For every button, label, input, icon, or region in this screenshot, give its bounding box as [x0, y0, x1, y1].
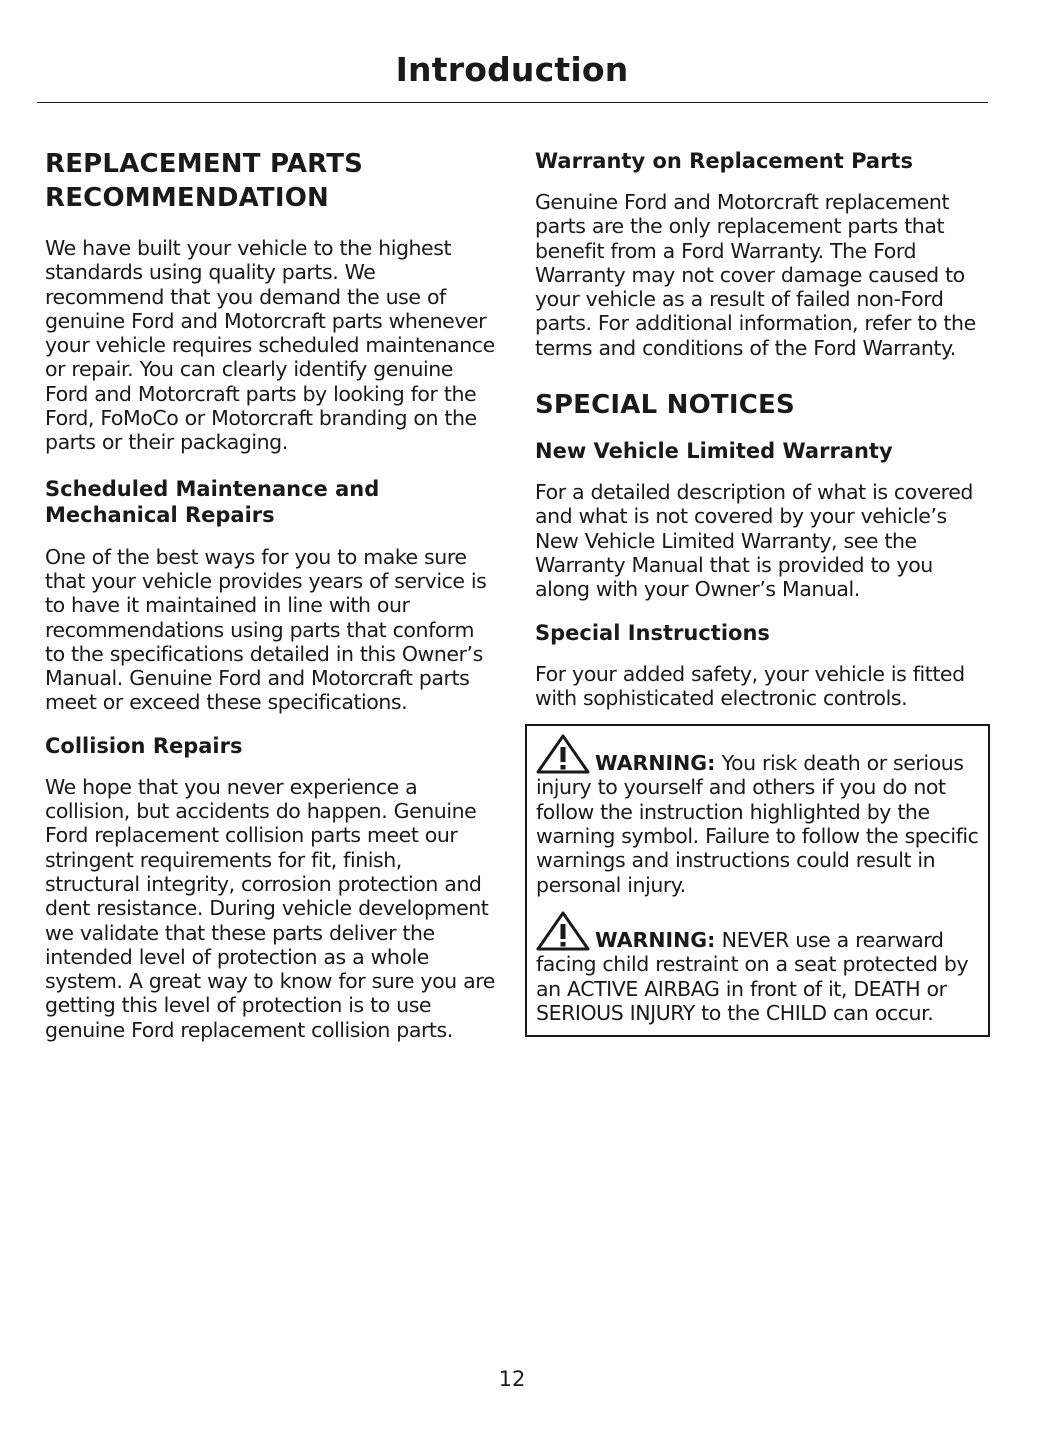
new-vehicle-warranty-body: For a detailed description of what is covered and what is not covered by your vehicle’s New Vehicle Limited Warranty, see the Warranty Manual that is provided to you along with your Owner’s Manual. — [535, 480, 973, 602]
page-number: 12 — [498, 1367, 526, 1391]
replacement-parts-heading-line2: RECOMMENDATION — [45, 183, 329, 213]
warning-triangle-icon — [536, 734, 590, 774]
warning-label: WARNING: — [595, 927, 716, 952]
scheduled-maintenance-body: One of the best ways for you to make sure that your vehicle provides years of service is to have it maintained in line with our recommendations using parts that conform to the specifications detailed in this Owner’s Manual. Genuine Ford and Motorcraft parts meet or exceed these specifications. — [45, 544, 487, 715]
warning-text: You risk death or serious injury to yourself and others if you do not follow the instruction highlighted by the warning symbol. Failure to follow the specific warnings and instructions could result in personal injury. — [536, 751, 979, 897]
warranty-replacement-body: Genuine Ford and Motorcraft replacement parts are the only replacement parts that benefit from a Ford Warranty. The Ford Warranty may not cover damage caused to your vehicle as a result of failed non-Ford parts. For additional information, refer to the terms and conditions of the Ford Warranty. — [535, 190, 976, 360]
warning-triangle-icon — [536, 911, 590, 951]
warning-item — [536, 734, 982, 897]
replacement-parts-body: We have built your vehicle to the highest standards using quality parts. We recommend that you demand the use of genuine Ford and Motorcraft parts whenever your vehicle requires scheduled maintenance or repair. You can clearly identify genuine Ford and Motorcraft parts by looking for the Ford, FoMoCo or Motorcraft branding on the parts or their packaging. — [45, 236, 495, 455]
collision-repairs-heading: Collision Repairs — [45, 733, 243, 758]
header-divider — [37, 102, 988, 103]
left-column — [45, 136, 495, 1042]
warning-label: WARNING: — [595, 751, 716, 776]
right-column — [535, 136, 985, 1037]
special-instructions-heading: Special Instructions — [535, 620, 770, 645]
warranty-replacement-heading: Warranty on Replacement Parts — [535, 149, 913, 173]
collision-repairs-body: We hope that you never experience a collision, but accidents do happen. Genuine Ford replacement collision parts meet our stringent requirements for fit, finish, structural integrity, corrosion protection and dent resistance. During vehicle development we validate that these parts deliver the intended level of protection as a whole system. A great way to know for sure you are getting this level of protection is to use genuine Ford replacement collision parts. — [45, 774, 495, 1042]
warning-item — [536, 911, 982, 1025]
warning-box — [525, 724, 990, 1037]
special-instructions-body: For your added safety, your vehicle is fitted with sophisticated electronic controls. — [535, 661, 965, 710]
replacement-parts-heading-line1: REPLACEMENT PARTS — [45, 149, 364, 179]
page-title: Introduction — [395, 50, 629, 89]
warning-text: NEVER use a rearward facing child restraint on a seat protected by an ACTIVE AIRBAG in front of it, DEATH or SERIOUS INJURY to the CHILD can occur. — [536, 927, 969, 1025]
replacement-parts-heading — [45, 147, 495, 215]
special-notices-heading: SPECIAL NOTICES — [535, 390, 795, 421]
new-vehicle-warranty-heading: New Vehicle Limited Warranty — [535, 439, 893, 464]
scheduled-maintenance-heading: Scheduled Maintenance and Mechanical Repairs — [45, 476, 380, 527]
